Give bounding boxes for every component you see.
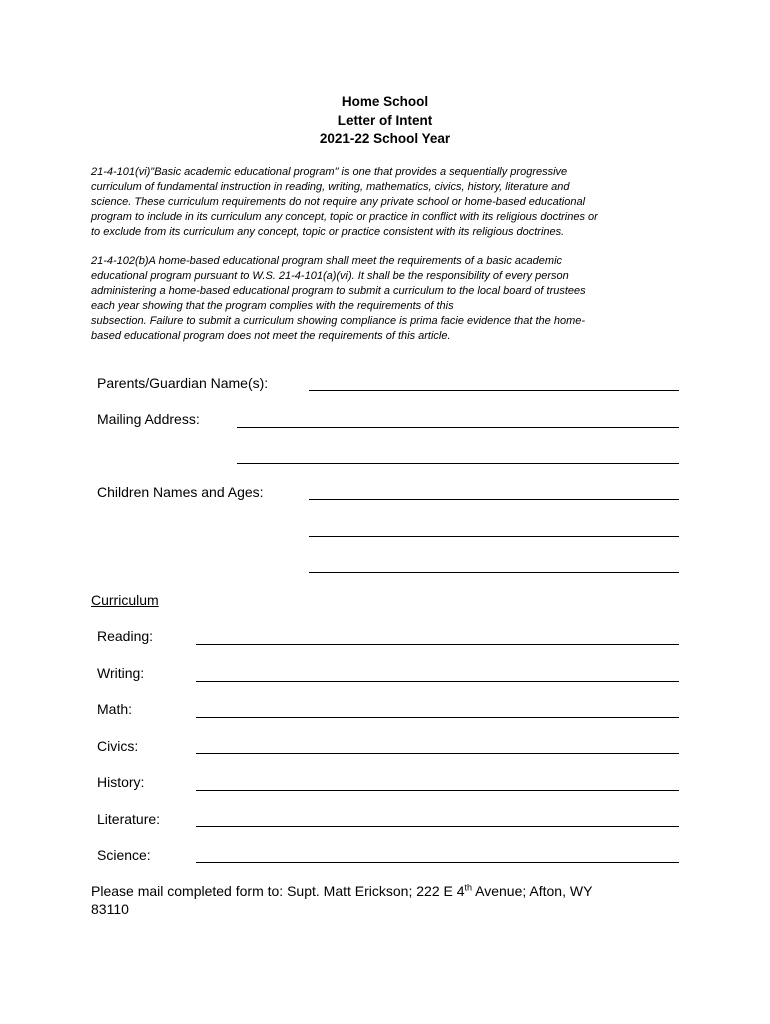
parents-input-line[interactable]: [309, 390, 679, 391]
writing-input-line[interactable]: [196, 681, 679, 682]
statute-101-paragraph: 21-4-101(vi)"Basic academic educational program" is one that provides a sequentially progressive curriculum of fundamental instruction in reading, writing, mathematics, civics, history, literature and science. These curriculum requirements do not require any private school or home-based educational program to include in its curriculum any concept, topic or practice in conflict with its religious doctrines or to exclude from its curriculum any concept, topic or practice consistent with its religious doctrines.: [91, 166, 598, 238]
statute-102-paragraph: 21-4-102(b)A home-based educational program shall meet the requirements of a basic academic educational program pursuant to W.S. 21-4-101(a)(vi). It shall be the responsibility of every person administering a home-based educational program to submit a curriculum to the local board of trustees each year showing that the program complies with the requirements of this subsection. Failure to submit a curriculum showing compliance is prima facie evidence that the home- based educational program does not meet the requirements of this article.: [91, 255, 586, 342]
civics-input-line[interactable]: [196, 753, 679, 754]
literature-label: Literature:: [97, 811, 161, 827]
math-label: Math:: [97, 701, 133, 717]
reading-input-line[interactable]: [196, 644, 679, 645]
science-input-line[interactable]: [196, 862, 679, 863]
address-input-line-2[interactable]: [237, 463, 679, 464]
history-input-line[interactable]: [196, 790, 679, 791]
literature-input-line[interactable]: [196, 826, 679, 827]
civics-label: Civics:: [97, 738, 139, 754]
school-year: 2021-22 School Year: [319, 131, 451, 146]
curriculum-heading: Curriculum: [91, 592, 159, 608]
math-input-line[interactable]: [196, 717, 679, 718]
history-label: History:: [97, 774, 145, 790]
form-title: Home School: [341, 94, 429, 109]
children-input-line-3[interactable]: [309, 572, 679, 573]
writing-label: Writing:: [97, 665, 145, 681]
children-label: Children Names and Ages:: [97, 484, 264, 500]
parents-label: Parents/Guardian Name(s):: [97, 375, 269, 391]
science-label: Science:: [97, 847, 151, 863]
children-input-line-1[interactable]: [309, 499, 679, 500]
form-subtitle: Letter of Intent: [337, 113, 433, 128]
address-label: Mailing Address:: [97, 411, 200, 427]
reading-label: Reading:: [97, 628, 154, 644]
mailing-instructions: Please mail completed form to: Supt. Matt Erickson; 222 E 4th Avenue; Afton, WY 83110: [91, 882, 593, 917]
address-input-line-1[interactable]: [237, 427, 679, 428]
children-input-line-2[interactable]: [309, 536, 679, 537]
